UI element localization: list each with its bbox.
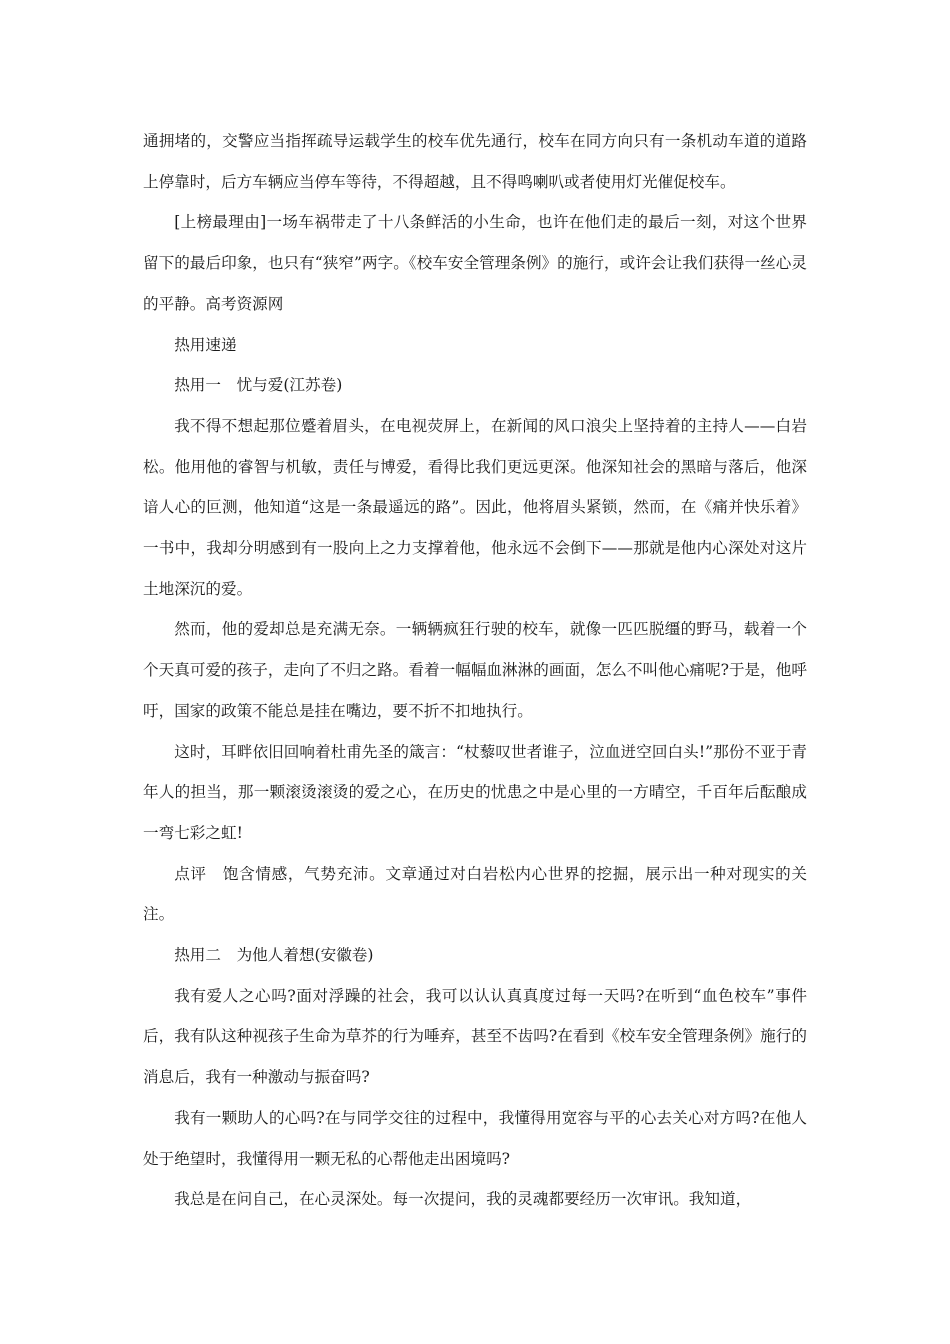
paragraph-essay-two-3: 我总是在问自己，在心灵深处。每一次提问，我的灵魂都要经历一次审讯。我知道， [174, 1190, 752, 1209]
subheading-hot-use-two: 热用二 为他人着想(安徽卷) [174, 946, 374, 965]
paragraph-comment: 点评 饱含情感，气势充沛。文章通过对白岩松内心世界的挖掘，展示出一种对现实的关注。 [143, 864, 807, 924]
paragraph-essay-one-3: 这时，耳畔依旧回响着杜甫先圣的箴言：“杖藜叹世者谁子，泣血迸空回白头!”那份不亚于青年人的担当，那一颗滚烫滚烫的爱之心，在历史的忧患之中是心里的一方晴空，千百年后酝酿成一弯七彩之虹! [143, 742, 807, 842]
paragraph-reason: [上榜最理由]一场车祸带走了十八条鲜活的小生命，也许在他们走的最后一刻，对这个世界留下的最后印象，也只有“狭窄”两字。《校车安全管理条例》的施行，或许会让我们获得一丝心灵的平静。高考资源网 [143, 213, 807, 313]
paragraph-essay-one-1: 我不得不想起那位蹙着眉头，在电视荧屏上，在新闻的风口浪尖上坚持着的主持人——白岩松。他用他的睿智与机敏，责任与博爱，看得比我们更远更深。他深知社会的黑暗与落后，他深谙人心的叵测，他知道“这是一条最遥远的路”。因此，他将眉头紧锁，然而，在《痛并快乐着》一书中，我却分明感到有一股向上之力支撑着他，他永远不会倒下——那就是他内心深处对这片土地深沉的爱。 [143, 416, 807, 598]
paragraph-essay-two-1: 我有爱人之心吗?面对浮躁的社会，我可以认认真真度过每一天吗?在听到“血色校车”事件后，我有队这种视孩子生命为草芥的行为唾弃，甚至不齿吗?在看到《校车安全管理条例》施行的消息后，我有一种激动与振奋吗? [143, 986, 807, 1087]
paragraph-essay-two-2: 我有一颗助人的心吗?在与同学交往的过程中，我懂得用宽容与平的心去关心对方吗?在他人处于绝望时，我懂得用一颗无私的心帮他走出困境吗? [143, 1108, 807, 1168]
subheading-hot-use-one: 热用一 忧与爱(江苏卷) [174, 376, 343, 395]
paragraph-essay-one-2: 然而，他的爱却总是充满无奈。一辆辆疯狂行驶的校车，就像一匹匹脱缰的野马，载着一个个天真可爱的孩子，走向了不归之路。看着一幅幅血淋淋的画面，怎么不叫他心痛呢?于是，他呼吁，国家的政策不能总是挂在嘴边，要不折不扣地执行。 [143, 620, 807, 720]
document-body [143, 121, 807, 1220]
paragraph-continuation: 通拥堵的，交警应当指挥疏导运载学生的校车优先通行，校车在同方向只有一条机动车道的道路上停靠时，后方车辆应当停车等待，不得超越，且不得鸣喇叭或者使用灯光催促校车。 [143, 132, 807, 191]
section-heading-hot-use: 热用速递 [174, 335, 237, 354]
